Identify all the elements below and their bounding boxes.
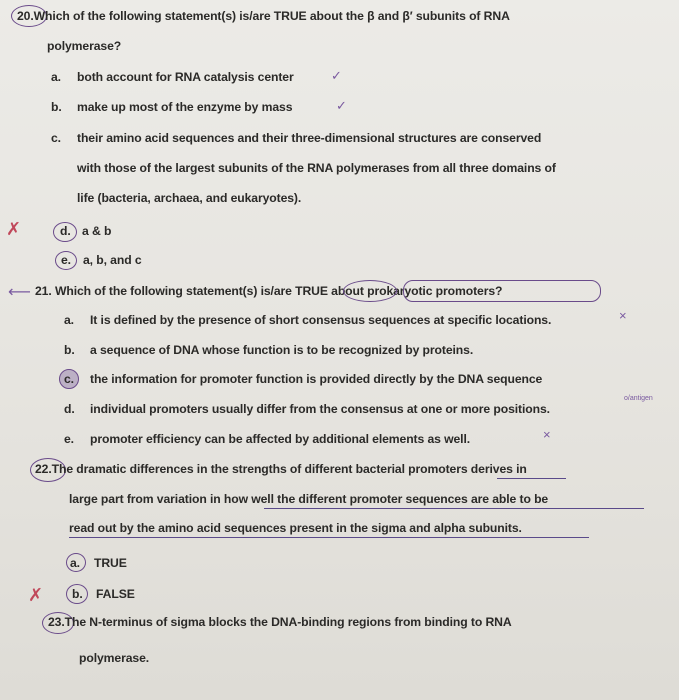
q21-option-b: b. a sequence of DNA whose function is to be recognized by proteins.: [64, 343, 474, 357]
x-mark-icon: ✗: [28, 585, 44, 605]
q22-stem-line3: read out by the amino acid sequences present in the sigma and alpha subunits.: [69, 521, 522, 535]
underline: [69, 537, 589, 538]
check-icon: ✓: [336, 98, 347, 113]
cross-icon: ×: [619, 308, 627, 323]
underline: [497, 478, 566, 479]
q21-option-a: a. It is defined by the presence of short consensus sequences at specific locations.: [64, 313, 552, 327]
q22-option-a: a. TRUE: [70, 556, 127, 570]
x-mark-icon: ✗: [6, 219, 22, 239]
q20-option-e: e. a, b, and c: [61, 253, 142, 267]
q20-text: Which of the following statement(s) is/are TRUE about the β and β′ subunits of RNA: [33, 9, 510, 23]
q23-number: 23.: [48, 615, 65, 629]
q21-text: Which of the following statement(s) is/are TRUE about prokaryotic promoters?: [54, 284, 503, 298]
q20-number: 20.: [17, 9, 34, 23]
check-icon: ✓: [331, 68, 342, 83]
margin-note: o/antigen: [624, 395, 653, 402]
q20-option-a: a. both account for RNA catalysis center: [51, 70, 294, 84]
q20-option-c: c. their amino acid sequences and their three-dimensional structures are conserved: [51, 131, 542, 145]
q21-number: 21.: [35, 284, 52, 298]
q20-stem-line2: polymerase?: [47, 39, 122, 53]
arrow-icon: ⟵: [8, 284, 31, 301]
q22-text: The dramatic differences in the strengths of different bacterial promoters derives in: [51, 462, 527, 476]
q22-number: 22.: [35, 462, 52, 476]
q22-stem-line2: large part from variation in how well the different promoter sequences are able to be: [69, 492, 549, 506]
q23-text: The N-terminus of sigma blocks the DNA-binding regions from binding to RNA: [64, 615, 512, 629]
q20-option-b: b. make up most of the enzyme by mass: [51, 100, 293, 114]
q21-option-d: d. individual promoters usually differ from the consensus at one or more positions.: [64, 402, 550, 416]
q22-stem-line1: [35, 462, 527, 476]
q21-option-e: e. promoter efficiency can be affected by additional elements as well.: [64, 432, 471, 446]
q23-stem-line1: [48, 615, 512, 629]
cross-icon: ×: [543, 427, 551, 442]
q20-stem-line1: [17, 9, 510, 23]
q21-option-c: c. the information for promoter function is provided directly by the DNA sequence: [64, 372, 543, 386]
q20-option-d: d. a & b: [60, 224, 112, 238]
q21-true-circle: [343, 280, 397, 302]
q23-stem-line2: polymerase.: [79, 651, 150, 665]
underline: [264, 508, 644, 509]
q20-option-c-line3: life (bacteria, archaea, and eukaryotes).: [77, 191, 302, 205]
q21-promoters-circle: [403, 280, 601, 302]
q20-option-c-line2: with those of the largest subunits of the RNA polymerases from all three domains of: [77, 161, 556, 175]
q22-option-b: b. FALSE: [72, 587, 135, 601]
